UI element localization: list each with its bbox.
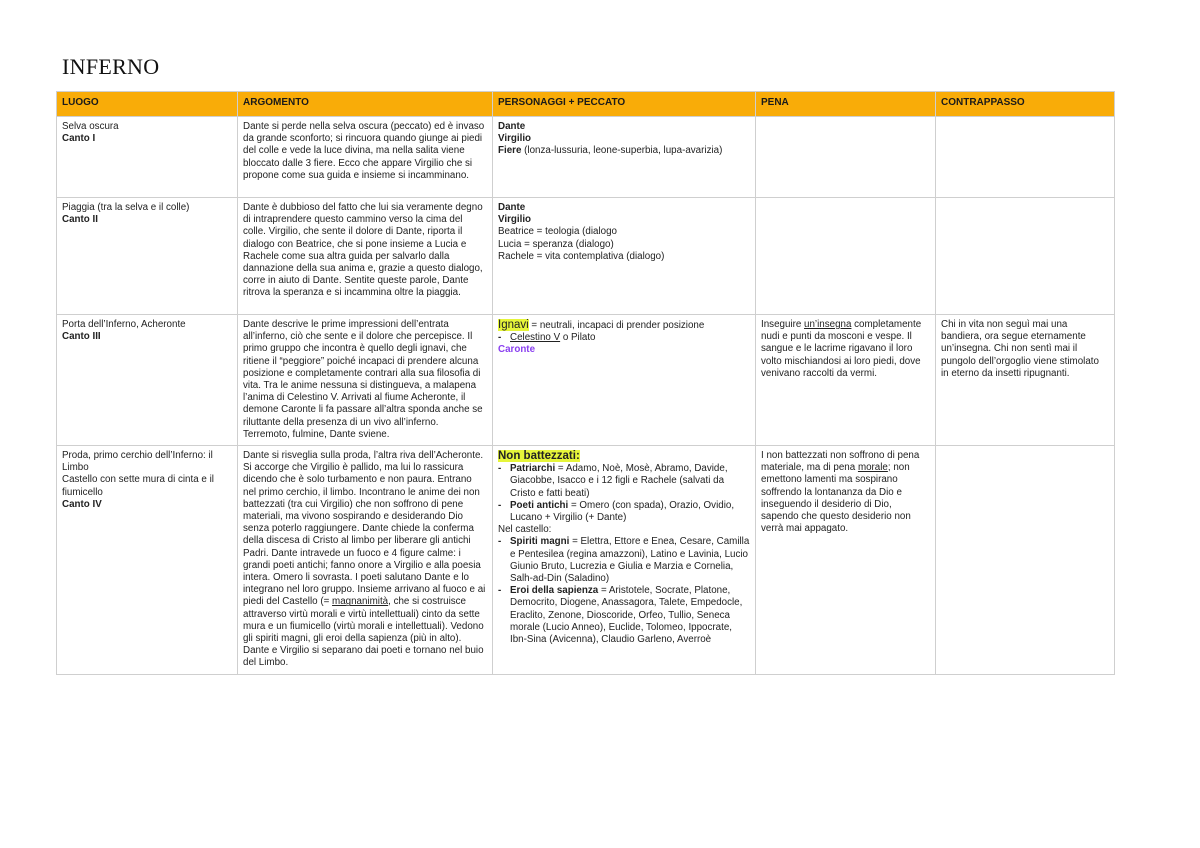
cell-luogo <box>57 446 238 675</box>
character-dante: Dante <box>498 202 526 213</box>
cell-contrappasso <box>936 117 1115 198</box>
eroi-label: Eroi della sapienza <box>510 585 599 597</box>
celestino-item <box>498 332 750 344</box>
fiere-label: Fiere <box>498 145 522 157</box>
cell-argomento: Dante descrive le prime impressioni dell’entrata all’inferno, ciò che sente e il dolore che percepisce. Il primo gruppo che incontra è quello degli ignavi, che ritiene il “peggiore” poiché incapaci di prendere alcuna posizione e completamente contrari alla sua filosofia di vita. Tra le anime nessuna si distingueva, a malapena l’anima di Celestino V. Arrivati al fiume Acheronte, il demone Caronte li fa passare all’altra sponda anche se riluttante della presenza di un vivo all’inferno. Terremoto, fulmine, Dante sviene. <box>238 315 493 446</box>
canto-label: Canto IV <box>62 498 102 510</box>
dash-bullet: - <box>498 332 502 344</box>
ignavi-line <box>498 319 750 332</box>
castello-label: Nel castello: <box>498 524 552 536</box>
table-row <box>57 198 1115 315</box>
ignavi-highlight: Ignavi <box>498 319 529 331</box>
luogo-text: Porta dell’Inferno, Acheronte <box>62 319 186 330</box>
cell-luogo <box>57 315 238 446</box>
table-row <box>57 446 1115 675</box>
nonbattezzati-highlight: Non battezzati: <box>498 450 580 463</box>
dash-bullet: - <box>498 585 502 597</box>
spiriti-item <box>498 536 750 585</box>
cell-personaggi <box>493 315 756 446</box>
header-argomento: ARGOMENTO <box>238 92 493 117</box>
character-virgilio: Virgilio <box>498 133 532 145</box>
cell-argomento: Dante è dubbioso del fatto che lui sia veramente degno di intraprendere questo cammino verso la cima del colle. Virgilio, che sente il dolore di Dante, riporta il dialogo con Beatrice, che si pone insieme a Lucia e Rachele come sua altra guida per salvarlo dalla dannazione della sua anima e, grazie a questo dialogo, corre in aiuto di Dante. Sentite queste parole, Dante ritrova la speranza e si incammina oltre la piaggia. <box>238 198 493 315</box>
argomento-post: , che si costruisce attraverso virtù morali e virtù intellettuali) cinto da sette mura e un fiumicello (virtù morali e intellettuali). Vedono gli spiriti magni, gli eroi della sapienza (più in alto). Dante e Virgilio si separano dai poeti e tornano nel buio del Limbo. <box>243 596 484 669</box>
fiere-text: (lonza-lussuria, leone-superbia, lupa-avarizia) <box>521 145 723 157</box>
inferno-table <box>56 91 1115 675</box>
cell-luogo <box>57 198 238 315</box>
header-row <box>57 92 1115 117</box>
cell-pena <box>756 198 936 315</box>
poeti-item <box>498 500 750 524</box>
luogo-text: Selva oscura <box>62 121 119 132</box>
eroi-item <box>498 585 750 646</box>
character-beatrice: Beatrice = teologia (dialogo <box>498 226 618 238</box>
cell-argomento: Dante si perde nella selva oscura (peccato) ed è invaso da grande sconforto; si rincuora quando giunge ai piedi del colle e vede la luce divina, ma nella salita viene bloccato dalle 3 fiere. Ecco che appare Virgilio che si propone come sua guida e insieme si incamminano. <box>238 117 493 198</box>
dash-bullet: - <box>498 499 502 511</box>
poeti-text: = Omero (con spada), Orazio, Ovidio, Lucano + Virgilio (+ Dante) <box>510 499 735 524</box>
character-virgilio: Virgilio <box>498 214 532 226</box>
cell-contrappasso <box>936 446 1115 675</box>
character-caronte: Caronte <box>498 344 536 356</box>
spiriti-label: Spiriti magni <box>510 536 570 548</box>
header-contrappasso: CONTRAPPASSO <box>936 92 1115 117</box>
dash-bullet: - <box>498 463 502 475</box>
pena-pre: Inseguire <box>761 319 805 330</box>
pena-post: completamente nudi e punti da mosconi e vespe. Il sangue e le lacrime rigavano il loro volto mischiandosi ai loro piedi, dove venivano raccolti da vermi. <box>761 319 922 379</box>
cell-pena <box>756 446 936 675</box>
canto-label: Canto III <box>62 331 101 343</box>
patriarchi-text: = Adamo, Noè, Mosè, Abramo, Davide, Giacobbe, Isacco e i 12 figli e Rachele (salvati da Cristo e fatti beati) <box>510 463 728 499</box>
pena-underline: morale <box>857 462 888 474</box>
cell-personaggi <box>493 446 756 675</box>
canto-label: Canto II <box>62 214 98 226</box>
header-personaggi: PERSONAGGI + PECCATO <box>493 92 756 117</box>
nonbattezzati-line <box>498 450 750 463</box>
cell-argomento <box>238 446 493 675</box>
pena-post: ; non emettono lamenti ma sospirano soffrendo la lontananza da Dio e inseguendo il desiderio di Dio, sapendo che questo desiderio non verrà mai appagato. <box>761 462 911 535</box>
dash-bullet: - <box>498 536 502 548</box>
argomento-pre: Dante si risveglia sulla proda, l’altra riva dell’Acheronte. Si accorge che Virgilio è pallido, ma lui lo rassicura dicendo che è solo turbamento e non paura. Entrano nel primo cerchio, il limbo. Incontrano le anime dei non battezzati (tra cui Virgilio) che non soffrono di pene materiali, ma vivono sospirando e desiderando Dio senza poterlo raggiungere. Dante chiede la conferma della discesa di Cristo al limbo per liberare gli antichi Padri. Dante intravede un fuoco e 4 figure calme: i grandi poeti antichi; fanno onore a Virgilio e alla poesia intera. Omero li sovrasta. I poeti salutano Dante e lo integrano nel loro gruppo. Insieme arrivano al fuoco e ai piedi del Castello (= <box>243 450 486 608</box>
cell-personaggi <box>493 198 756 315</box>
header-luogo: LUOGO <box>57 92 238 117</box>
pena-underline: un’insegna <box>804 319 852 330</box>
pena-pre: I non battezzati non soffrono di pena materiale, ma di pena <box>761 450 920 474</box>
spiriti-text: = Elettra, Ettore e Enea, Cesare, Camilla e Pentesilea (regina amazzoni), Latino e Lavinia, Lucio Giunio Bruto, Lucrezia e Giulia e Marzia e Cornelia, Salh-ad-Din (Saladino) <box>510 536 750 585</box>
cell-contrappasso <box>936 198 1115 315</box>
canto-label: Canto I <box>62 133 96 145</box>
argomento-underline: magnanimità <box>332 596 389 608</box>
page-title: INFERNO <box>62 54 160 79</box>
header-pena: PENA <box>756 92 936 117</box>
character-dante: Dante <box>498 121 526 132</box>
poeti-label: Poeti antichi <box>510 499 569 511</box>
luogo-text: Proda, primo cerchio dell’Inferno: il Limbo <box>62 450 213 474</box>
cell-contrappasso: Chi in vita non seguì mai una bandiera, ora segue eternamente un’insegna. Chi non sentì mai il pungolo dell’orgoglio viene stimolato in eterno da insetti ripugnanti. <box>936 315 1115 446</box>
character-rachele: Rachele = vita contemplativa (dialogo) <box>498 250 665 262</box>
cell-personaggi <box>493 117 756 198</box>
pilato-text: o Pilato <box>560 332 596 344</box>
eroi-text: = Aristotele, Socrate, Platone, Democrito, Diogene, Anassagora, Talete, Empedocle, Eraclito, Zenone, Dioscoride, Orfeo, Tullio, Seneca morale (Lucio Anneo), Euclide, Tolomeo, Ippocrate, Ibn-Sina (Avicenna), Claudio Garleno, Averroè <box>510 585 743 646</box>
celestino-text: Celestino V <box>510 332 561 344</box>
patriarchi-item <box>498 463 750 500</box>
patriarchi-label: Patriarchi <box>510 463 556 475</box>
cell-luogo <box>57 117 238 198</box>
luogo-text-2: Castello con sette mura di cinta e il fiumicello <box>62 474 214 498</box>
cell-pena <box>756 117 936 198</box>
cell-pena <box>756 315 936 446</box>
table-row <box>57 117 1115 198</box>
table-row <box>57 315 1115 446</box>
luogo-text: Piaggia (tra la selva e il colle) <box>62 202 190 213</box>
character-lucia: Lucia = speranza (dialogo) <box>498 238 614 250</box>
character-fiere <box>498 145 750 157</box>
ignavi-text: = neutrali, incapaci di prender posizione <box>528 320 705 331</box>
